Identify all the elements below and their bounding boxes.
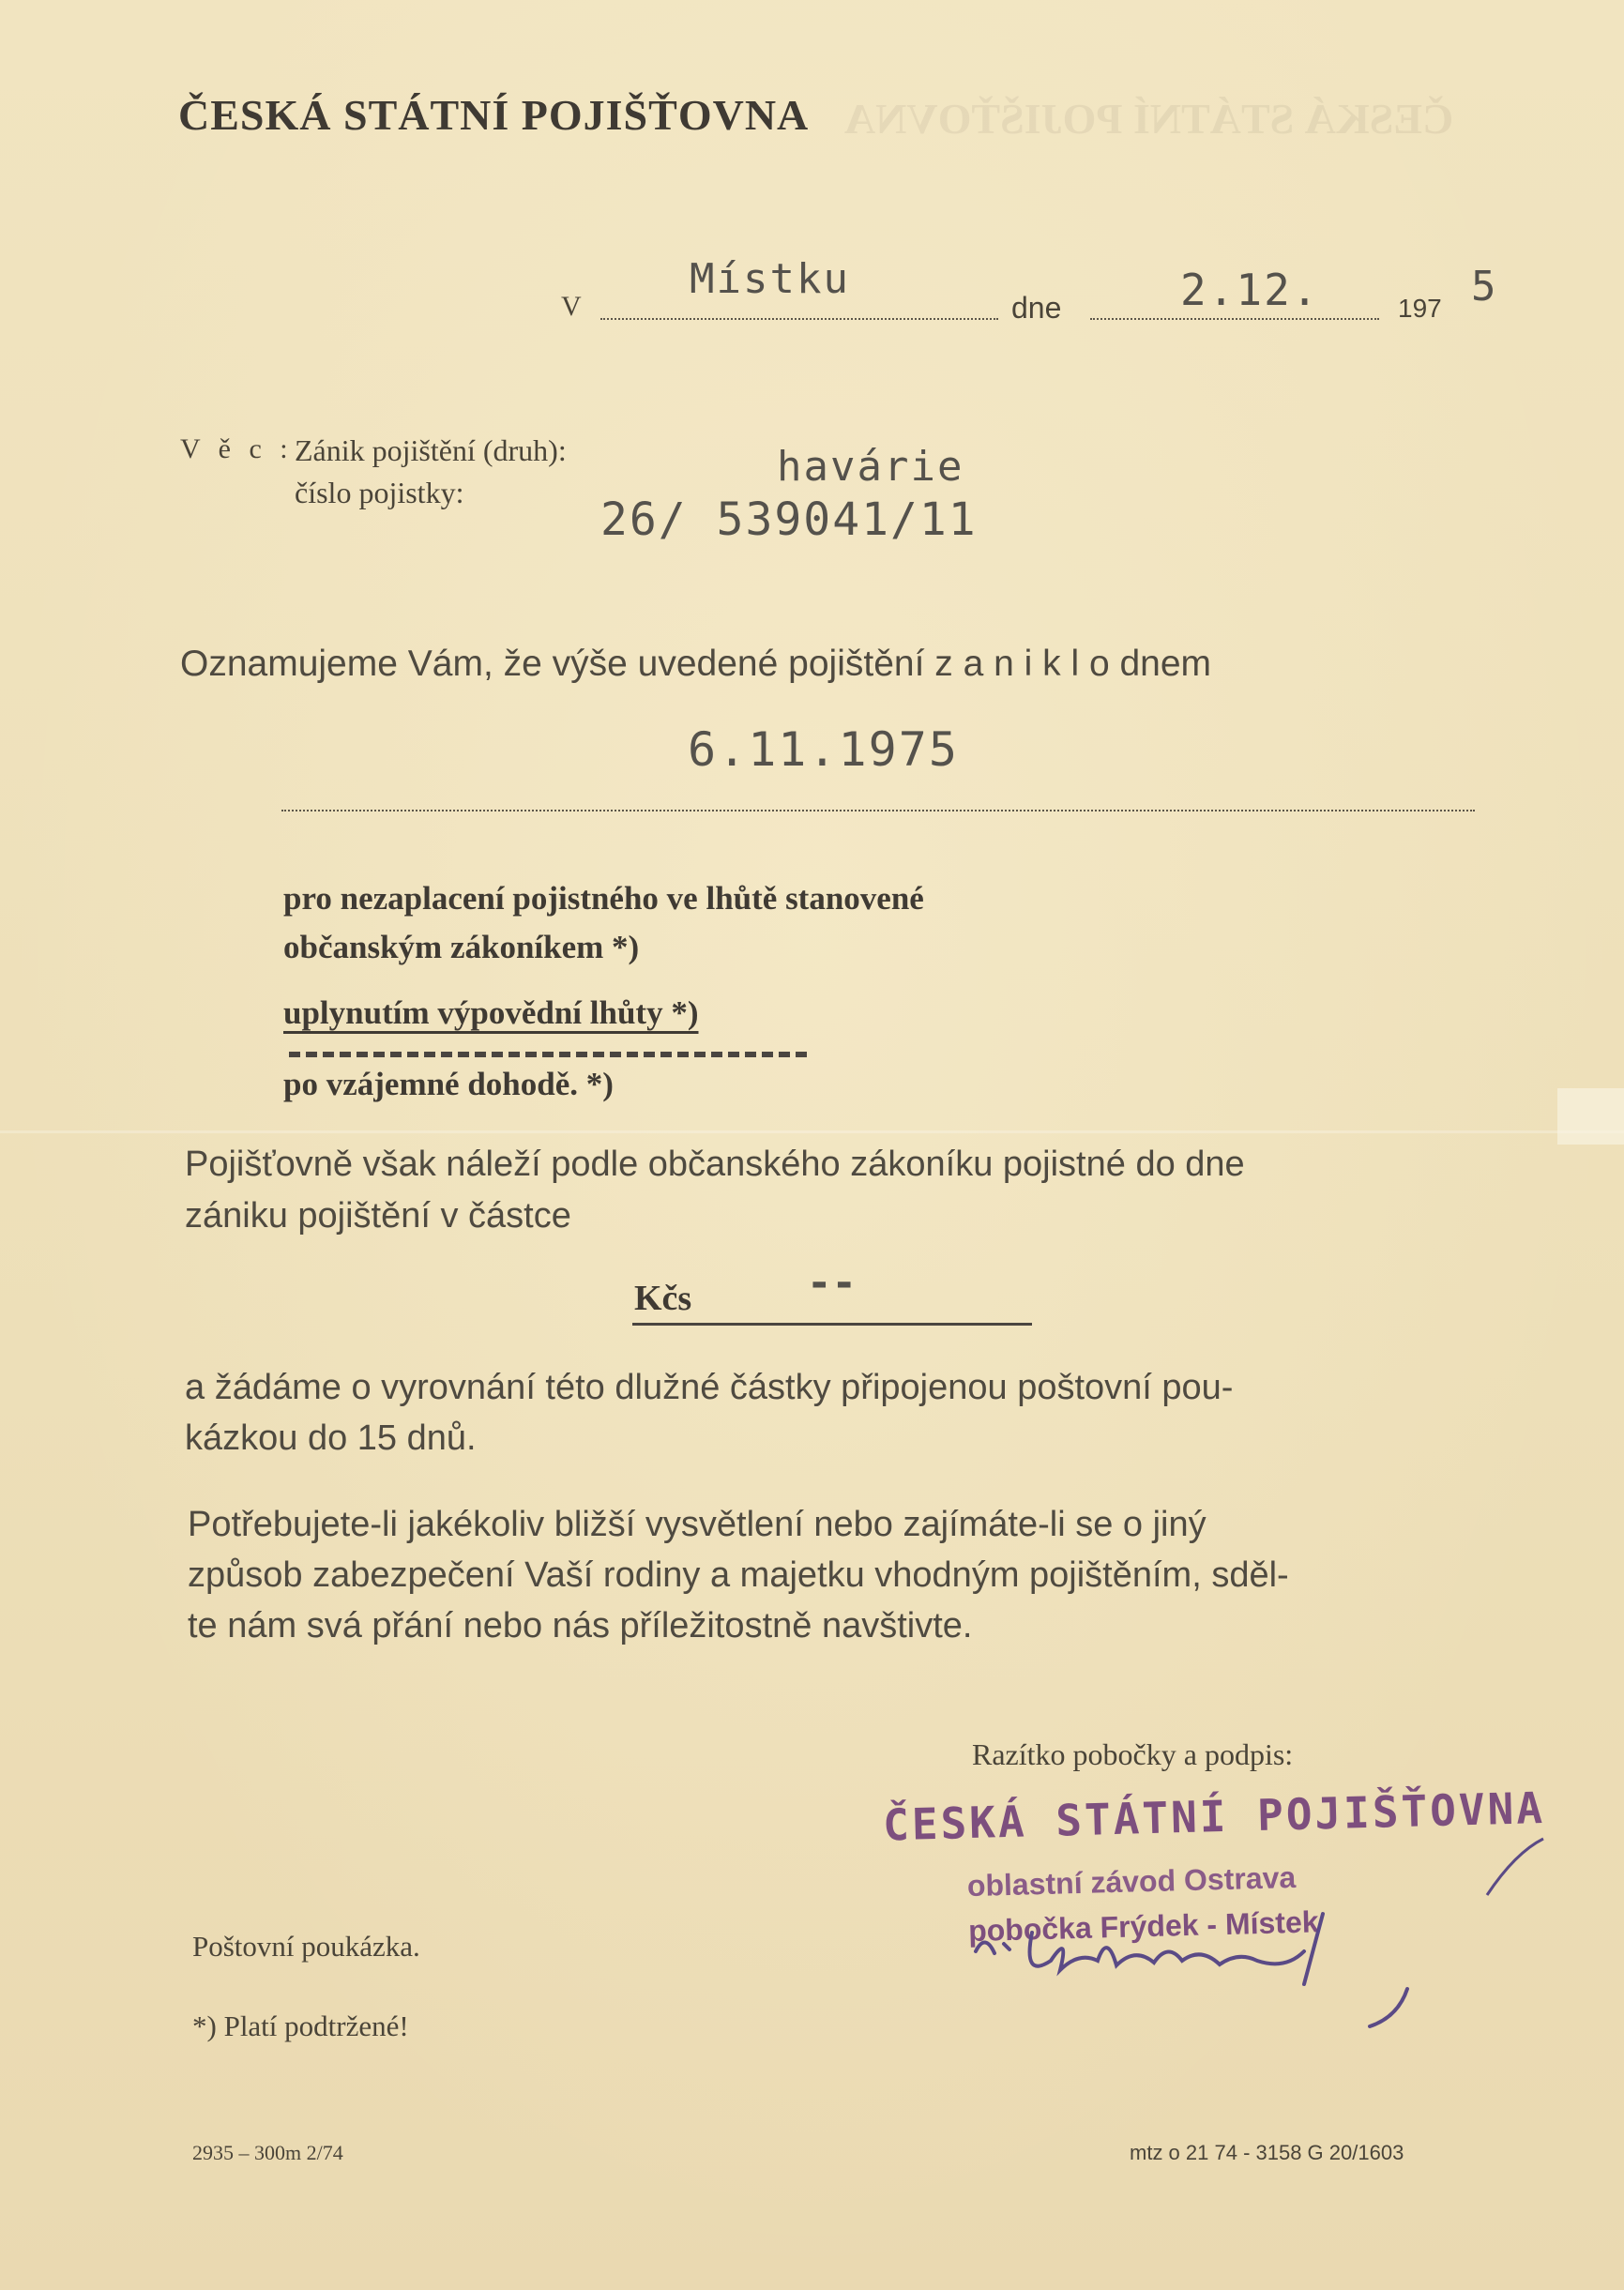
amount-underline [632,1323,1032,1326]
amount-value: -- [807,1259,857,1307]
dateline-date: 2.12. [1180,265,1320,315]
dateline-year-prefix: 197 [1398,294,1442,323]
stamp-line2: oblastní závod Ostrava [966,1859,1297,1903]
contact-paragraph-line3: te nám svá přání nebo nás příležitostně navštivte. [188,1606,973,1645]
letterhead-title: ČESKÁ STÁTNÍ POJIŠŤOVNA [178,91,810,139]
termination-dotted-line [281,810,1475,811]
dateline-prefix: V [561,291,582,322]
handwritten-signature [966,1895,1464,2036]
letterhead-show-through: ČESKÁ STÁTNÍ POJIŠŤOVNA [844,95,1454,143]
dateline-year-digit: 5 [1471,263,1496,311]
print-code-left: 2935 – 300m 2/74 [192,2141,343,2164]
reason-nonpayment-line1: pro nezaplacení pojistného ve lhůtě stanovené [283,880,924,917]
underlined-applies-footnote: *) Platí podtržené! [192,2009,409,2042]
reason-notice-period: uplynutím výpovědní lhůty *) [283,994,699,1031]
dateline-day-label: dne [1011,291,1062,325]
currency-label: Kčs [634,1279,692,1318]
reason-mutual-agreement: po vzájemné dohodě. *) [283,1066,614,1102]
date-dotted-line [1090,318,1379,320]
termination-date: 6.11.1975 [688,722,959,777]
stamp-caption: Razítko pobočky a podpis: [972,1737,1294,1771]
pen-mark [1478,1834,1553,1900]
place-dotted-line [600,318,998,320]
payment-paragraph-line1: a žádáme o vyrovnání této dlužné částky připojenou poštovní pou- [185,1368,1234,1407]
dateline-place: Místku [690,255,850,303]
payment-paragraph-line2: kázkou do 15 dnů. [185,1418,477,1458]
reason-dashed-underline [289,1052,807,1057]
contact-paragraph-line1: Potřebujete-li jakékoliv bližší vysvětlení nebo zajímáte-li se o jiný [188,1505,1207,1544]
fold-crease [0,1130,1624,1133]
reason-nonpayment-line2: občanským zákoníkem *) [283,929,640,965]
insurance-type-value: havárie [777,443,964,491]
contact-paragraph-line2: způsob zabezpečení Vaší rodiny a majetku vhodným pojištěním, sděl- [188,1555,1289,1595]
insurance-type-label: Zánik pojištění (druh): [295,433,567,467]
stamp-line3: pobočka Frýdek - Místek [967,1904,1319,1949]
stamp-line1: ČESKÁ STÁTNÍ POJIŠŤOVNA [882,1782,1546,1851]
postal-order-note: Poštovní poukázka. [192,1930,420,1963]
premium-paragraph-line1: Pojišťovně však náleží podle občanského zákoníku pojistné do dne [185,1145,1245,1184]
print-code-right: mtz o 21 74 - 3158 G 20/1603 [1130,2141,1404,2164]
policy-number-label: číslo pojistky: [295,476,464,509]
termination-notice: Oznamujeme Vám, že výše uvedené pojištění z a n i k l o dnem [180,644,1212,684]
premium-paragraph-line2: zániku pojištění v částce [185,1196,571,1236]
policy-number-value: 26/ 539041/11 [600,493,978,546]
subject-label: V ě c : [180,433,294,464]
torn-corner [1557,1088,1624,1145]
